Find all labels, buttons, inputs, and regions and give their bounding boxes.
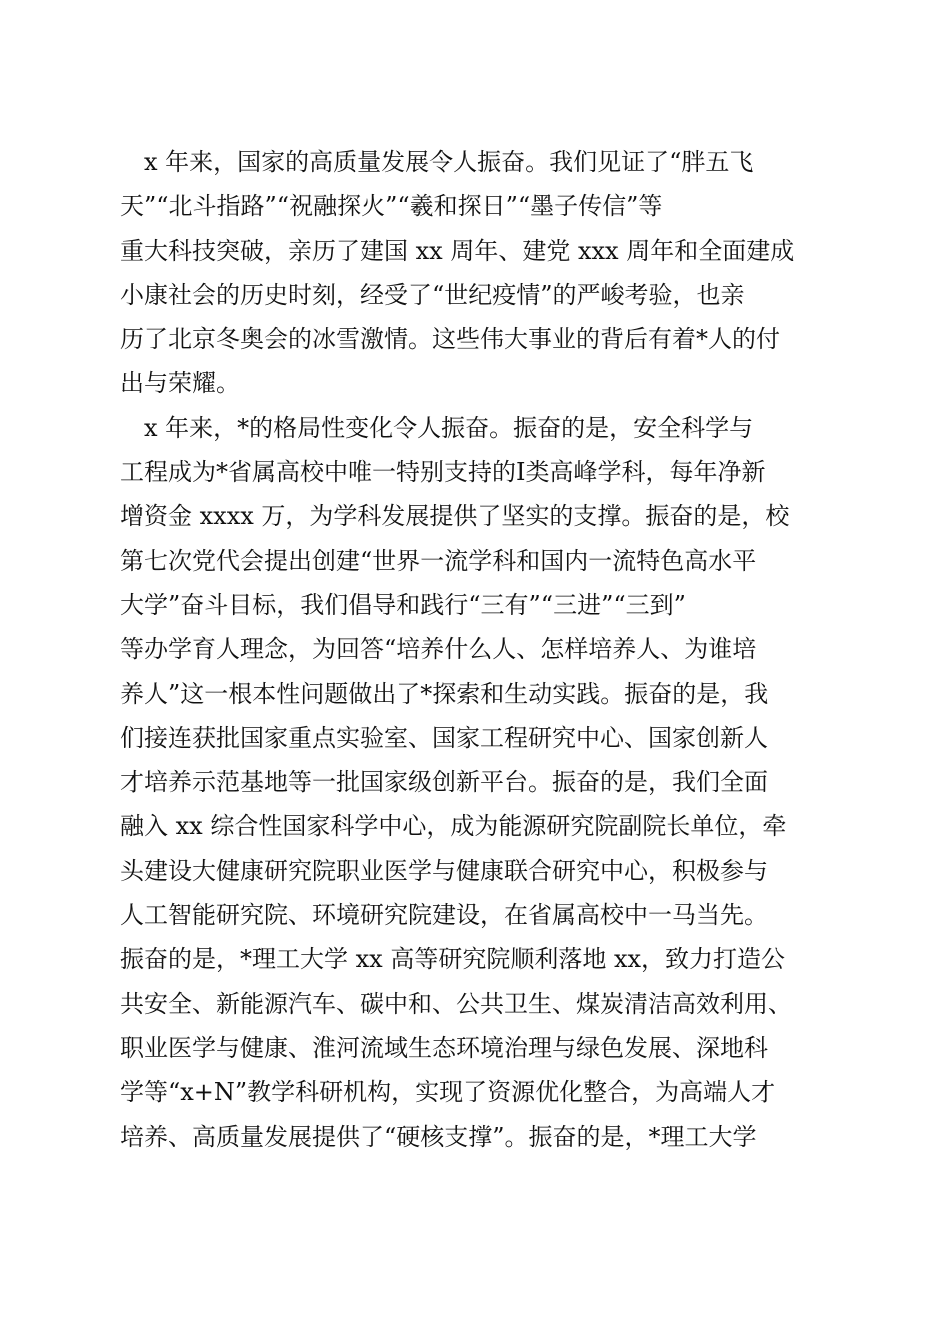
body-text <box>120 140 840 1159</box>
text-line: 学等“x+N”教学科研机构，实现了资源优化整合，为高端人才 <box>120 1078 776 1107</box>
text-line: 才培养示范基地等一批国家级创新平台。振奋的是，我们全面 <box>120 768 768 797</box>
text-line: 工程成为*省属高校中唯一特别支持的Ⅰ类高峰学科，每年净新 <box>120 458 766 487</box>
text-line: 共安全、新能源汽车、碳中和、公共卫生、煤炭清洁高效利用、 <box>120 989 792 1018</box>
text-line: 人工智能研究院、环境研究院建设，在省属高校中一马当先。 <box>120 901 768 930</box>
text-line: 培养、高质量发展提供了“硬核支撑”。振奋的是，*理工大学 <box>120 1122 757 1151</box>
text-line: x 年来，国家的高质量发展令人振奋。我们见证了“胖五飞 <box>120 148 754 176</box>
text-line: 增资金 xxxx 万，为学科发展提供了坚实的支撑。振奋的是，校 <box>120 502 790 531</box>
paragraph-2 <box>120 406 840 1159</box>
text-line: 大学”奋斗目标，我们倡导和践行“三有”“三进”“三到” <box>120 590 686 619</box>
text-line: 等办学育人理念，为回答“培养什么人、怎样培养人、为谁培 <box>120 635 757 664</box>
text-line: 天”“北斗指路”“祝融探火”“羲和探日”“墨子传信”等 <box>120 192 663 221</box>
text-line: 重大科技突破，亲历了建国 xx 周年、建党 xxx 周年和全面建成 <box>120 236 795 265</box>
text-line: 职业医学与健康、淮河流域生态环境治理与绿色发展、深地科 <box>120 1033 768 1062</box>
text-line: 第七次党代会提出创建“世界一流学科和国内一流特色高水平 <box>120 546 757 575</box>
text-line: 历了北京冬奥会的冰雪激情。这些伟大事业的背后有着*人的付 <box>120 325 780 354</box>
paragraph-1 <box>120 140 840 406</box>
text-line: 们接连获批国家重点实验室、国家工程研究中心、国家创新人 <box>120 723 768 752</box>
text-line: 养人”这一根本性问题做出了*探索和生动实践。振奋的是，我 <box>120 679 769 708</box>
text-line: 振奋的是，*理工大学 xx 高等研究院顺利落地 xx，致力打造公 <box>120 945 786 974</box>
text-line: 出与荣耀。 <box>120 369 240 398</box>
text-line: 小康社会的历史时刻，经受了“世纪疫情”的严峻考验，也亲 <box>120 280 745 309</box>
text-line: x 年来，*的格局性变化令人振奋。振奋的是，安全科学与 <box>120 413 754 442</box>
text-line: 头建设大健康研究院职业医学与健康联合研究中心，积极参与 <box>120 856 768 885</box>
text-line: 融入 xx 综合性国家科学中心，成为能源研究院副院长单位，牵 <box>120 812 787 841</box>
